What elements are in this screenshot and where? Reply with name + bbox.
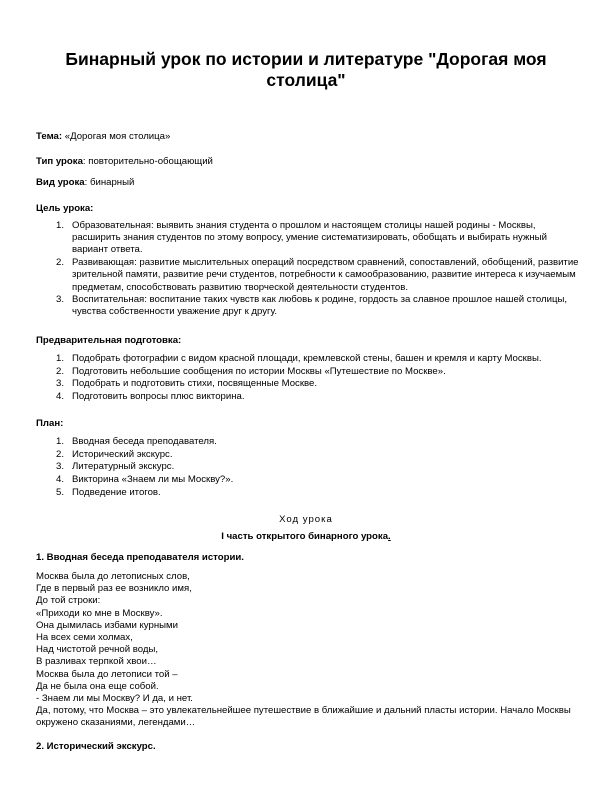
poem-line: Да не была она еще собой. [36,680,159,692]
section2-heading: 2. Исторический экскурс. [36,741,156,752]
list-item: 3. Подобрать и подготовить стихи, посвященные Москве. [56,378,318,390]
poem-line: - Знаем ли мы Москву? И да, и нет. [36,693,193,705]
poem-line: Москва была до летописи той – [36,668,178,680]
poem-line: Москва была до летописных слов, [36,571,190,582]
poem-line: На всех семи холмах, [36,632,133,644]
list-item: 1. Вводная беседа преподавателя. [56,436,217,447]
list-item: 3. Литературный экскурс. [56,461,175,473]
list-item: 2. Исторический экскурс. [56,448,173,460]
lesson-kind-line [36,177,134,189]
part-title-dot: . [388,531,391,542]
lesson-kind-value: : бинарный [84,177,135,188]
poem-line: Она дымилась избами курными [36,619,178,631]
course-heading: Ход урока [279,514,333,525]
poem-line: «Приходи ко мне в Москву». [36,607,163,619]
part-title-line [0,531,612,543]
intro-paragraph: Да, потому, что Москва – это увлекательнейшее путешествие в ближайшие и дальний пласты истории. Начало Москвы окружено сказаниями, легендами… [36,705,571,729]
topic-value: «Дорогая моя столица» [62,131,171,142]
poem-line: Где в первый раз ее возникло имя, [36,583,192,595]
page-title: Бинарный урок по истории и литературе "Дорогая моя столица" [65,49,547,90]
list-item: 2. Развивающая: развитие мыслительных операций посредством сравнений, сопоставлений, обобщений, развитие зрительной памяти, развитие речи студентов, потребности к самообразованию, развитие интереса к изучаемым предметам, способствовать развитию творческой деятельности студентов. [56,257,579,293]
list-item: 1. Образовательная: выявить знания студента о прошлом и настоящем столицы нашей родины - Москвы, расширить знания студентов по этому вопросу, умение систематизировать, обобщать и выбирать нужный вариант ответа. [56,220,547,256]
plan-list [36,436,581,500]
list-item: 4. Подготовить вопросы плюс викторина. [56,391,245,403]
goals-list [36,220,581,319]
prep-list [36,353,581,404]
lesson-type-label: Тип урока [36,156,83,167]
lesson-kind-label: Вид урока [36,177,85,188]
poem-line: Над чистотой речной воды, [36,644,159,656]
poem-line: До той строки: [36,595,101,607]
goals-heading: Цель урока: [36,203,94,214]
poem-block [36,571,581,730]
section1-heading: 1. Вводная беседа преподавателя истории. [36,552,244,563]
poem-line: В разливах терпкой хвои… [36,656,157,668]
list-item: 5. Подведение итогов. [56,486,161,498]
list-item: 3. Воспитательная: воспитание таких чувств как любовь к родине, гордость за славное прошлое нашей столицы, чувства собственности уважение друг к другу. [56,294,568,318]
plan-heading: План: [36,418,64,429]
prep-heading: Предварительная подготовка: [36,335,182,346]
part-title: I часть открытого бинарного урока [221,531,389,542]
list-item: 2. Подготовить небольшие сообщения по истории Москвы «Путешествие по Москве». [56,365,446,377]
list-item: 4. Викторина «Знаем ли мы Москву?». [56,474,234,486]
lesson-type-value: : повторительно-обощающий [82,156,213,167]
list-item: 1. Подобрать фотографии с видом красной площади, кремлевской стены, башен и кремля и карту Москвы. [56,353,542,364]
topic-line [36,131,170,143]
topic-label: Тема: [36,131,63,142]
lesson-type-line [36,156,213,168]
